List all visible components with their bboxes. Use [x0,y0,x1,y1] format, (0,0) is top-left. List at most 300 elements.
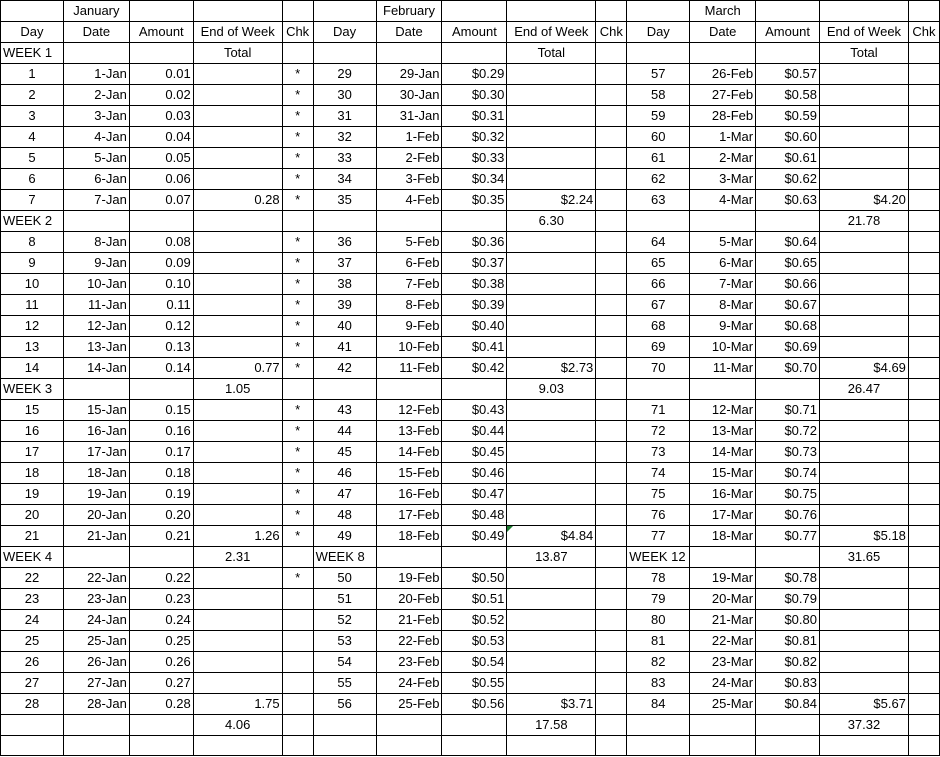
month-title-2[interactable]: February [376,1,442,22]
cell-end-of-week[interactable] [193,631,282,652]
cell-chk[interactable] [596,526,627,547]
month-title-3[interactable]: March [690,1,756,22]
cell-amount[interactable]: 0.02 [129,85,193,106]
cell-day[interactable]: 9 [1,253,64,274]
cell-blank[interactable] [376,379,442,400]
cell-end-of-week[interactable] [193,274,282,295]
cell-chk[interactable] [908,484,939,505]
cell-date[interactable]: 1-Mar [690,127,756,148]
cell-date[interactable]: 6-Feb [376,253,442,274]
cell-date[interactable]: 26-Feb [690,64,756,85]
cell-date[interactable]: 24-Feb [376,673,442,694]
cell-blank[interactable] [129,547,193,568]
cell-day[interactable]: 12 [1,316,64,337]
cell-date[interactable]: 28-Jan [63,694,129,715]
cell-amount[interactable]: $0.74 [756,463,820,484]
cell-amount[interactable]: 0.28 [129,694,193,715]
cell-date[interactable]: 16-Mar [690,484,756,505]
cell-date[interactable]: 18-Feb [376,526,442,547]
cell-end-of-week[interactable] [193,85,282,106]
cell-date[interactable]: 22-Jan [63,568,129,589]
cell-date[interactable]: 2-Jan [63,85,129,106]
cell-chk[interactable] [908,85,939,106]
cell-day[interactable]: 5 [1,148,64,169]
cell-end-of-week[interactable] [820,64,909,85]
cell-date[interactable]: 7-Jan [63,190,129,211]
cell-date[interactable]: 7-Feb [376,274,442,295]
cell-chk[interactable] [908,400,939,421]
cell-amount[interactable]: $0.72 [756,421,820,442]
cell-chk[interactable] [596,610,627,631]
cell-chk[interactable] [282,673,313,694]
cell-blank[interactable] [376,43,442,64]
cell-date[interactable]: 30-Jan [376,85,442,106]
cell-end-of-week[interactable] [193,652,282,673]
cell-amount[interactable]: $0.64 [756,232,820,253]
cell-end-of-week[interactable] [507,421,596,442]
cell-day[interactable]: 72 [627,421,690,442]
cell-amount[interactable]: $0.41 [442,337,507,358]
cell-chk[interactable] [596,358,627,379]
cell-chk[interactable]: * [282,463,313,484]
cell-end-of-week[interactable]: $3.71 [507,694,596,715]
cell-amount[interactable]: $0.82 [756,652,820,673]
cell-day[interactable]: 55 [313,673,376,694]
cell-amount[interactable]: $0.61 [756,148,820,169]
cell-chk[interactable] [596,253,627,274]
cell-blank[interactable] [442,379,507,400]
cell-amount[interactable]: $0.38 [442,274,507,295]
cell-blank[interactable] [908,211,939,232]
week-label[interactable]: WEEK 1 [1,43,64,64]
week-label[interactable] [627,715,690,736]
cell-end-of-week[interactable] [507,64,596,85]
cell-date[interactable]: 22-Mar [690,631,756,652]
cell-amount[interactable]: $0.31 [442,106,507,127]
cell-chk[interactable] [596,85,627,106]
cell-day[interactable]: 84 [627,694,690,715]
cell-date[interactable]: 4-Jan [63,127,129,148]
cell-chk[interactable]: * [282,421,313,442]
cell-day[interactable]: 36 [313,232,376,253]
cell-date[interactable]: 9-Feb [376,316,442,337]
cell-end-of-week[interactable] [820,295,909,316]
cell-end-of-week[interactable] [507,295,596,316]
cell-day[interactable]: 51 [313,589,376,610]
cell-date[interactable]: 14-Jan [63,358,129,379]
cell-amount[interactable]: $0.50 [442,568,507,589]
cell-chk[interactable]: * [282,169,313,190]
cell-date[interactable]: 10-Feb [376,337,442,358]
cell-blank[interactable] [756,547,820,568]
cell-amount[interactable]: 0.24 [129,610,193,631]
cell-end-of-week[interactable] [193,169,282,190]
cell-amount[interactable]: 0.10 [129,274,193,295]
cell-chk[interactable] [596,337,627,358]
cell-day[interactable]: 78 [627,568,690,589]
cell-amount[interactable]: $0.53 [442,631,507,652]
cell-end-of-week[interactable]: 1.75 [193,694,282,715]
week-cumulative-total[interactable] [193,736,282,756]
week-cumulative-total[interactable]: 6.30 [507,211,596,232]
cell-day[interactable]: 27 [1,673,64,694]
cell-amount[interactable]: $0.73 [756,442,820,463]
cell-date[interactable]: 2-Feb [376,148,442,169]
cell-end-of-week[interactable] [193,337,282,358]
cell-amount[interactable]: $0.60 [756,127,820,148]
cell-day[interactable]: 22 [1,568,64,589]
cell-amount[interactable]: $0.65 [756,253,820,274]
cell-end-of-week[interactable] [507,505,596,526]
week-cumulative-total[interactable]: 37.32 [820,715,909,736]
cell-end-of-week[interactable] [193,589,282,610]
cell-amount[interactable]: 0.23 [129,589,193,610]
cell-date[interactable]: 4-Feb [376,190,442,211]
cell-chk[interactable] [908,421,939,442]
cell-end-of-week[interactable] [193,148,282,169]
cell-date[interactable]: 10-Mar [690,337,756,358]
cell-amount[interactable]: $0.42 [442,358,507,379]
cell-blank[interactable] [507,1,596,22]
cell-day[interactable]: 8 [1,232,64,253]
cell-day[interactable]: 13 [1,337,64,358]
cell-amount[interactable]: $0.81 [756,631,820,652]
cell-amount[interactable]: 0.05 [129,148,193,169]
cell-chk[interactable] [596,463,627,484]
cell-end-of-week[interactable] [820,652,909,673]
cell-amount[interactable]: $0.70 [756,358,820,379]
cell-end-of-week[interactable] [507,106,596,127]
cell-chk[interactable]: * [282,274,313,295]
cell-chk[interactable] [282,694,313,715]
cell-blank[interactable] [596,1,627,22]
cell-end-of-week[interactable] [193,673,282,694]
cell-amount[interactable]: $0.66 [756,274,820,295]
cell-day[interactable]: 65 [627,253,690,274]
cell-end-of-week[interactable]: 0.28 [193,190,282,211]
cell-date[interactable]: 7-Mar [690,274,756,295]
cell-day[interactable]: 41 [313,337,376,358]
cell-chk[interactable]: * [282,253,313,274]
cell-date[interactable]: 9-Jan [63,253,129,274]
cell-blank[interactable] [63,379,129,400]
cell-end-of-week[interactable] [820,463,909,484]
cell-day[interactable]: 71 [627,400,690,421]
cell-date[interactable]: 18-Jan [63,463,129,484]
cell-end-of-week[interactable] [820,232,909,253]
cell-end-of-week[interactable] [193,421,282,442]
cell-amount[interactable]: 0.14 [129,358,193,379]
cell-day[interactable]: 29 [313,64,376,85]
cell-end-of-week[interactable]: $4.20 [820,190,909,211]
cell-date[interactable]: 15-Mar [690,463,756,484]
cell-blank[interactable] [442,547,507,568]
cell-date[interactable]: 23-Jan [63,589,129,610]
cell-blank[interactable] [376,736,442,756]
cell-end-of-week[interactable] [507,85,596,106]
cell-end-of-week[interactable] [507,442,596,463]
cell-end-of-week[interactable] [193,610,282,631]
cell-chk[interactable] [596,421,627,442]
cell-end-of-week[interactable] [507,484,596,505]
cell-day[interactable]: 73 [627,442,690,463]
cell-day[interactable]: 69 [627,337,690,358]
cell-chk[interactable]: * [282,337,313,358]
cell-chk[interactable] [596,106,627,127]
header-chk[interactable]: Chk [908,22,939,43]
cell-chk[interactable] [908,568,939,589]
week-cumulative-total[interactable]: 13.87 [507,547,596,568]
cell-date[interactable]: 6-Jan [63,169,129,190]
cell-date[interactable]: 13-Mar [690,421,756,442]
cell-date[interactable]: 11-Feb [376,358,442,379]
cell-blank[interactable] [376,715,442,736]
cell-chk[interactable] [908,64,939,85]
cell-amount[interactable]: $0.34 [442,169,507,190]
cell-amount[interactable]: 0.04 [129,127,193,148]
cell-amount[interactable]: $0.32 [442,127,507,148]
cell-day[interactable]: 66 [627,274,690,295]
cell-end-of-week[interactable] [507,127,596,148]
cell-date[interactable]: 3-Jan [63,106,129,127]
cell-amount[interactable]: $0.54 [442,652,507,673]
cell-amount[interactable]: $0.56 [442,694,507,715]
cell-chk[interactable] [596,442,627,463]
cell-blank[interactable] [908,547,939,568]
cell-end-of-week[interactable] [820,568,909,589]
week-label[interactable]: WEEK 3 [1,379,64,400]
cell-end-of-week[interactable]: 1.26 [193,526,282,547]
week-cumulative-total[interactable]: 2.31 [193,547,282,568]
cell-date[interactable]: 5-Mar [690,232,756,253]
cell-end-of-week[interactable] [820,316,909,337]
cell-day[interactable]: 6 [1,169,64,190]
cell-blank[interactable] [63,211,129,232]
cell-end-of-week[interactable]: 0.77 [193,358,282,379]
cell-chk[interactable] [596,400,627,421]
week-label[interactable] [313,715,376,736]
cell-day[interactable]: 30 [313,85,376,106]
cell-day[interactable]: 43 [313,400,376,421]
total-label[interactable]: Total [193,43,282,64]
cell-end-of-week[interactable] [820,169,909,190]
cell-day[interactable]: 19 [1,484,64,505]
cell-day[interactable]: 38 [313,274,376,295]
cell-chk[interactable]: * [282,148,313,169]
cell-end-of-week[interactable] [820,106,909,127]
cell-chk[interactable] [596,505,627,526]
cell-end-of-week[interactable]: $4.69 [820,358,909,379]
cell-chk[interactable] [596,631,627,652]
cell-amount[interactable]: 0.08 [129,232,193,253]
cell-day[interactable]: 1 [1,64,64,85]
header-chk[interactable]: Chk [596,22,627,43]
cell-chk[interactable] [282,652,313,673]
cell-date[interactable]: 14-Feb [376,442,442,463]
cell-day[interactable]: 3 [1,106,64,127]
week-cumulative-total[interactable] [820,736,909,756]
cell-chk[interactable] [908,169,939,190]
cell-day[interactable]: 49 [313,526,376,547]
cell-date[interactable]: 21-Jan [63,526,129,547]
cell-amount[interactable]: $0.84 [756,694,820,715]
cell-date[interactable]: 2-Mar [690,148,756,169]
cell-blank[interactable] [282,43,313,64]
cell-day[interactable]: 83 [627,673,690,694]
cell-day[interactable]: 76 [627,505,690,526]
week-label[interactable] [1,715,64,736]
cell-day[interactable]: 25 [1,631,64,652]
cell-day[interactable]: 18 [1,463,64,484]
cell-day[interactable]: 63 [627,190,690,211]
cell-date[interactable]: 8-Mar [690,295,756,316]
cell-date[interactable]: 29-Jan [376,64,442,85]
cell-blank[interactable] [129,211,193,232]
cell-day[interactable]: 4 [1,127,64,148]
cell-blank[interactable] [690,379,756,400]
cell-date[interactable]: 26-Jan [63,652,129,673]
header-chk[interactable]: Chk [282,22,313,43]
cell-date[interactable]: 12-Jan [63,316,129,337]
cell-day[interactable]: 58 [627,85,690,106]
cell-chk[interactable] [282,631,313,652]
week-cumulative-total[interactable]: 1.05 [193,379,282,400]
cell-date[interactable]: 11-Mar [690,358,756,379]
cell-end-of-week[interactable]: $5.18 [820,526,909,547]
cell-blank[interactable] [908,736,939,756]
cell-chk[interactable] [908,463,939,484]
cell-amount[interactable]: $0.71 [756,400,820,421]
cell-date[interactable]: 10-Jan [63,274,129,295]
cell-blank[interactable] [63,43,129,64]
cell-chk[interactable] [596,568,627,589]
cell-date[interactable]: 3-Feb [376,169,442,190]
cell-end-of-week[interactable] [193,64,282,85]
cell-blank[interactable] [376,211,442,232]
cell-end-of-week[interactable] [507,337,596,358]
cell-chk[interactable]: * [282,190,313,211]
cell-amount[interactable]: 0.26 [129,652,193,673]
cell-amount[interactable]: $0.30 [442,85,507,106]
cell-day[interactable]: 82 [627,652,690,673]
cell-end-of-week[interactable] [820,421,909,442]
cell-date[interactable]: 8-Jan [63,232,129,253]
cell-amount[interactable]: $0.67 [756,295,820,316]
cell-day[interactable]: 74 [627,463,690,484]
cell-chk[interactable] [908,526,939,547]
cell-blank[interactable] [282,379,313,400]
cell-chk[interactable]: * [282,358,313,379]
cell-date[interactable]: 19-Jan [63,484,129,505]
cell-blank[interactable] [820,1,909,22]
cell-chk[interactable]: * [282,526,313,547]
cell-chk[interactable] [908,610,939,631]
cell-chk[interactable] [908,127,939,148]
cell-chk[interactable] [596,127,627,148]
cell-day[interactable]: 40 [313,316,376,337]
cell-day[interactable]: 45 [313,442,376,463]
cell-blank[interactable] [596,715,627,736]
cell-end-of-week[interactable] [193,400,282,421]
header-day[interactable]: Day [1,22,64,43]
cell-date[interactable]: 1-Feb [376,127,442,148]
cell-blank[interactable] [908,715,939,736]
cell-end-of-week[interactable] [193,316,282,337]
cell-date[interactable]: 23-Mar [690,652,756,673]
cell-chk[interactable] [908,295,939,316]
cell-amount[interactable]: $0.77 [756,526,820,547]
cell-blank[interactable] [313,1,376,22]
cell-amount[interactable]: $0.40 [442,316,507,337]
cell-blank[interactable] [596,43,627,64]
cell-chk[interactable] [908,316,939,337]
cell-end-of-week[interactable] [507,568,596,589]
cell-date[interactable]: 17-Mar [690,505,756,526]
cell-end-of-week[interactable] [193,442,282,463]
cell-chk[interactable] [908,274,939,295]
week-cumulative-total[interactable]: 26.47 [820,379,909,400]
cell-date[interactable]: 8-Feb [376,295,442,316]
cell-date[interactable]: 15-Jan [63,400,129,421]
cell-chk[interactable] [596,169,627,190]
cell-end-of-week[interactable] [507,316,596,337]
cell-blank[interactable] [756,379,820,400]
cell-blank[interactable] [129,736,193,756]
cell-end-of-week[interactable] [820,148,909,169]
week-label[interactable] [627,43,690,64]
cell-amount[interactable]: $0.63 [756,190,820,211]
cell-amount[interactable]: $0.83 [756,673,820,694]
cell-blank[interactable] [129,1,193,22]
cell-amount[interactable]: $0.46 [442,463,507,484]
week-cumulative-total[interactable]: 9.03 [507,379,596,400]
cell-amount[interactable]: 0.19 [129,484,193,505]
cell-blank[interactable] [63,547,129,568]
cell-blank[interactable] [129,715,193,736]
cell-amount[interactable]: $0.75 [756,484,820,505]
cell-day[interactable]: 16 [1,421,64,442]
cell-end-of-week[interactable] [193,505,282,526]
cell-day[interactable]: 77 [627,526,690,547]
total-label[interactable]: Total [820,43,909,64]
cell-date[interactable]: 20-Jan [63,505,129,526]
cell-day[interactable]: 37 [313,253,376,274]
week-cumulative-total[interactable]: 4.06 [193,715,282,736]
cell-blank[interactable] [756,1,820,22]
cell-date[interactable]: 11-Jan [63,295,129,316]
cell-blank[interactable] [63,736,129,756]
cell-end-of-week[interactable] [820,337,909,358]
cell-date[interactable]: 13-Jan [63,337,129,358]
week-cumulative-total[interactable]: 21.78 [820,211,909,232]
cell-blank[interactable] [756,736,820,756]
cell-date[interactable]: 23-Feb [376,652,442,673]
cell-chk[interactable]: * [282,442,313,463]
cell-amount[interactable]: 0.22 [129,568,193,589]
cell-date[interactable]: 18-Mar [690,526,756,547]
cell-chk[interactable]: * [282,295,313,316]
cell-day[interactable]: 57 [627,64,690,85]
cell-end-of-week[interactable] [507,274,596,295]
cell-chk[interactable]: * [282,127,313,148]
cell-end-of-week[interactable] [193,463,282,484]
cell-blank[interactable] [596,379,627,400]
cell-day[interactable]: 46 [313,463,376,484]
cell-end-of-week[interactable] [507,631,596,652]
cell-blank[interactable] [908,379,939,400]
cell-amount[interactable]: 0.11 [129,295,193,316]
cell-amount[interactable]: $0.33 [442,148,507,169]
